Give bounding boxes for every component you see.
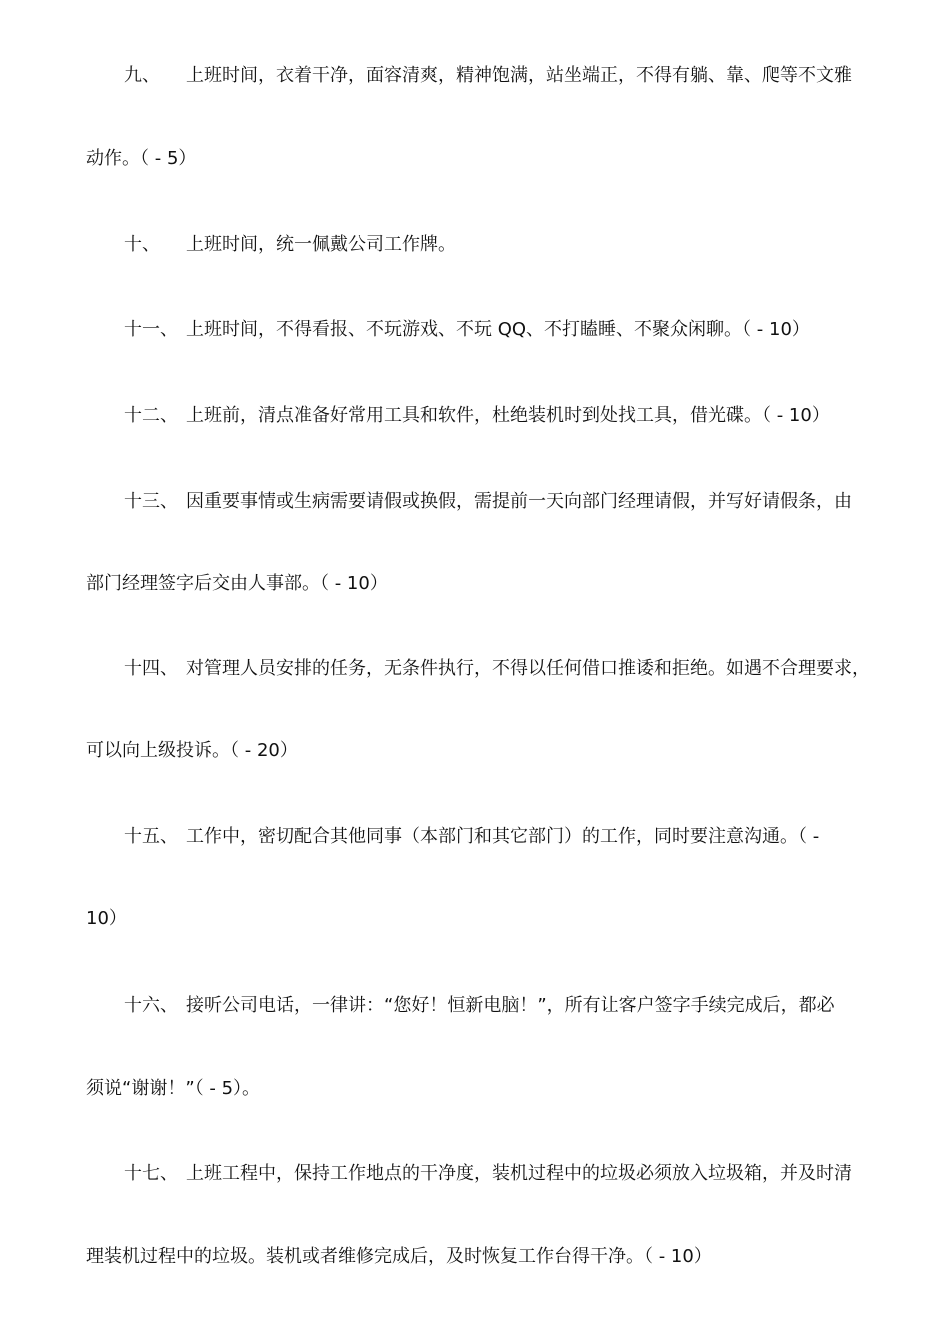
rule-15-number: 十五、 bbox=[124, 826, 178, 847]
rule-13-text: 因重要事情或生病需要请假或换假，需提前一天向部门经理请假，并写好请假条，由 bbox=[186, 491, 852, 512]
rule-14-text: 对管理人员安排的任务，无条件执行，不得以任何借口推诿和拒绝。如遇不合理要求， bbox=[186, 658, 870, 679]
rule-15-text: 工作中，密切配合其他同事（本部门和其它部门）的工作，同时要注意沟通。（ - bbox=[186, 826, 820, 847]
rule-10-number: 十、 bbox=[124, 234, 160, 255]
rule-9-number: 九、 bbox=[124, 65, 160, 86]
rule-9-text: 上班时间，衣着干净，面容清爽，精神饱满，站坐端正，不得有躺、靠、爬等不文雅 bbox=[186, 65, 852, 86]
rule-17-number: 十七、 bbox=[124, 1163, 178, 1184]
rule-16-number: 十六、 bbox=[124, 995, 178, 1016]
rule-17-text: 上班工程中，保持工作地点的干净度，装机过程中的垃圾必须放入垃圾箱，并及时清 bbox=[186, 1163, 852, 1184]
rule-13-number: 十三、 bbox=[124, 491, 178, 512]
rule-16-continuation: 须说“谢谢！”（ - 5）。 bbox=[86, 1078, 261, 1099]
rule-10-text: 上班时间，统一佩戴公司工作牌。 bbox=[186, 234, 456, 255]
rule-13-continuation: 部门经理签字后交由人事部。（ - 10） bbox=[86, 573, 388, 594]
rule-15-continuation: 10） bbox=[86, 908, 127, 929]
rule-17-continuation: 理装机过程中的垃圾。装机或者维修完成后，及时恢复工作台得干净。（ - 10） bbox=[86, 1246, 712, 1267]
rule-12-text: 上班前，清点准备好常用工具和软件，杜绝装机时到处找工具，借光碟。（ - 10） bbox=[186, 405, 830, 426]
rule-9-continuation: 动作。（ - 5） bbox=[86, 148, 197, 169]
rule-11-number: 十一、 bbox=[124, 319, 178, 340]
rule-14-continuation: 可以向上级投诉。（ - 20） bbox=[86, 740, 298, 761]
rule-11-text: 上班时间，不得看报、不玩游戏、不玩 QQ、不打瞌睡、不聚众闲聊。（ - 10） bbox=[186, 319, 810, 340]
rule-12-number: 十二、 bbox=[124, 405, 178, 426]
rule-16-text: 接听公司电话，一律讲：“您好！恒新电脑！”，所有让客户签字手续完成后，都必 bbox=[186, 995, 835, 1016]
rule-14-number: 十四、 bbox=[124, 658, 178, 679]
